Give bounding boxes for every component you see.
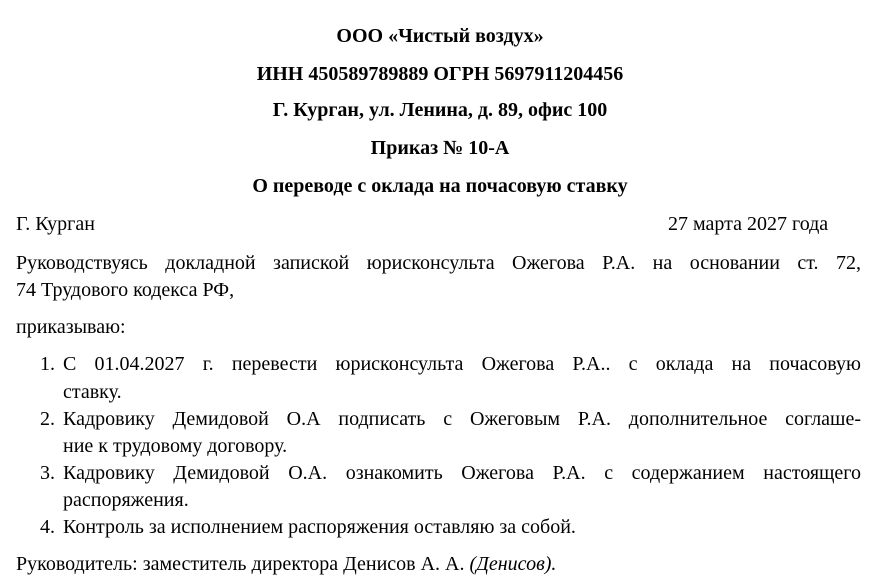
signature-handwritten: (Денисов). <box>469 553 557 575</box>
list-item-number: 3. <box>40 462 55 484</box>
list-item-number: 1. <box>40 353 55 375</box>
company-address: Г. Курган, ул. Ленина, д. 89, офис 100 <box>272 99 608 121</box>
company-name: ООО «Чистый воздух» <box>336 25 544 47</box>
signature-text: Руководитель: заместитель директора Денисов А. А. <box>16 553 465 575</box>
list-item-text-continued: ставку. <box>63 381 122 403</box>
list-item-text: Контроль за исполнением распоряжения оставляю за собой. <box>63 516 576 538</box>
list-item-text-continued: распоряжения. <box>63 489 189 511</box>
list-item-text: Кадровику Демидовой О.А подписать с Ожеговым Р.А. дополнительное соглаше- <box>63 408 861 430</box>
company-ids: ИНН 450589789889 ОГРН 5697911204456 <box>256 63 624 85</box>
list-item-number: 4. <box>40 516 55 538</box>
list-item-text-continued: ние к трудовому договору. <box>63 435 288 457</box>
order-date: 27 марта 2027 года <box>668 213 829 235</box>
order-word: приказываю: <box>16 316 126 338</box>
preamble-line-1: Руководствуясь докладной запиской юрисконсульта Ожегова Р.А. на основании ст. 72, <box>16 252 861 274</box>
signature-line <box>16 552 556 576</box>
order-subject: О переводе с оклада на почасовую ставку <box>252 175 628 197</box>
order-city: Г. Курган <box>16 213 95 235</box>
order-title: Приказ № 10-А <box>370 137 510 159</box>
preamble-line-2: 74 Трудового кодекса РФ, <box>16 279 235 301</box>
list-item-number: 2. <box>40 408 55 430</box>
list-item-text: С 01.04.2027 г. перевести юрисконсульта Ожегова Р.А.. с оклада на почасовую <box>63 353 861 375</box>
list-item-text: Кадровику Демидовой О.А. ознакомить Ожегова Р.А. с содержанием настоящего <box>63 462 861 484</box>
